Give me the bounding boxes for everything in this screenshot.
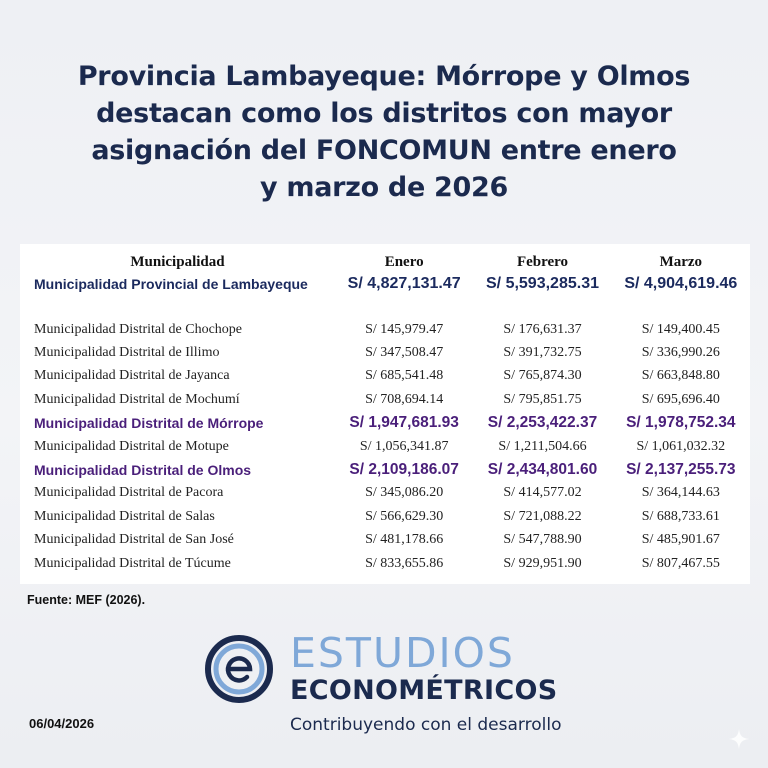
brand-tagline: Contribuyendo con el desarrollo	[290, 715, 562, 735]
provincial-row	[20, 272, 750, 296]
spacer-row	[20, 296, 750, 318]
district-enero-value: S/ 566,629.30	[365, 508, 444, 524]
district-marzo-value: S/ 364,144.63	[641, 485, 720, 501]
district-enero-value: S/ 1,056,341.87	[359, 438, 449, 454]
district-febrero-value: S/ 547,788.90	[503, 532, 582, 548]
header-enero: Enero	[384, 253, 424, 270]
table-row	[20, 412, 750, 435]
table-row	[20, 458, 750, 481]
district-enero-value: S/ 1,947,681.93	[349, 414, 459, 432]
district-febrero-value: S/ 391,732.75	[503, 345, 582, 361]
district-febrero-value: S/ 1,211,504.66	[498, 438, 587, 454]
foncomun-table	[20, 252, 750, 575]
title-line: y marzo de 2026	[259, 172, 509, 203]
district-marzo-value: S/ 336,990.26	[641, 345, 720, 361]
publication-date: 06/04/2026	[29, 716, 95, 731]
district-enero-value: S/ 347,508.47	[365, 345, 444, 361]
district-name: Municipalidad Distrital de Olmos	[34, 462, 252, 479]
district-enero-value: S/ 2,109,186.07	[349, 461, 459, 479]
district-marzo-value: S/ 1,061,032.32	[636, 438, 726, 454]
district-name: Municipalidad Distrital de Chochope	[34, 321, 243, 337]
district-febrero-value: S/ 176,631.37	[503, 321, 582, 337]
sparkle-icon	[728, 728, 750, 750]
header-febrero: Febrero	[516, 253, 569, 270]
district-enero-value: S/ 481,178.66	[365, 532, 444, 548]
table-row	[20, 365, 750, 388]
table-header-row	[20, 252, 750, 272]
title-line: destacan como los distritos con mayor	[96, 98, 672, 129]
brand-line2: ECONOMÉTRICOS	[290, 675, 558, 706]
district-febrero-value: S/ 929,951.90	[503, 555, 582, 571]
provincial-name: Municipalidad Provincial de Lambayeque	[34, 276, 308, 292]
district-febrero-value: S/ 795,851.75	[503, 391, 582, 407]
district-name: Municipalidad Distrital de Jayanca	[34, 368, 230, 384]
district-febrero-value: S/ 721,088.22	[503, 508, 582, 524]
source-note: Fuente: MEF (2026).	[27, 593, 146, 607]
district-name: Municipalidad Distrital de Túcume	[34, 555, 231, 571]
district-enero-value: S/ 145,979.47	[365, 321, 444, 337]
header-marzo: Marzo	[659, 253, 703, 270]
district-enero-value: S/ 708,694.14	[365, 391, 444, 407]
district-enero-value: S/ 345,086.20	[365, 485, 444, 501]
district-marzo-value: S/ 2,137,255.73	[626, 461, 736, 479]
district-name: Municipalidad Distrital de Illimo	[34, 345, 220, 361]
table-row	[20, 482, 750, 505]
table-card	[20, 244, 750, 584]
provincial-marzo: S/ 4,904,619.46	[624, 275, 738, 292]
district-enero-value: S/ 833,655.86	[365, 555, 444, 571]
page-title	[40, 58, 728, 206]
district-febrero-value: S/ 2,434,801.60	[487, 461, 598, 479]
table-row	[20, 552, 750, 575]
table-row	[20, 529, 750, 552]
district-name: Municipalidad Distrital de Motupe	[34, 438, 229, 454]
table-row	[20, 341, 750, 364]
header-municipalidad: Municipalidad	[130, 253, 225, 270]
title-line: asignación del FONCOMUN entre enero	[91, 135, 677, 166]
provincial-febrero: S/ 5,593,285.31	[486, 275, 599, 292]
district-marzo-value: S/ 688,733.61	[641, 508, 720, 524]
title-line: Provincia Lambayeque: Mórrope y Olmos	[77, 61, 691, 92]
district-name: Municipalidad Distrital de Salas	[34, 508, 215, 524]
district-marzo-value: S/ 485,901.67	[641, 532, 720, 548]
district-febrero-value: S/ 765,874.30	[503, 368, 582, 384]
district-name: Municipalidad Distrital de San José	[34, 532, 234, 548]
brand-line1: ESTUDIOS	[290, 629, 515, 677]
district-name: Municipalidad Distrital de Pacora	[34, 485, 224, 501]
table-row	[20, 318, 750, 341]
district-febrero-value: S/ 414,577.02	[503, 485, 582, 501]
district-enero-value: S/ 685,541.48	[365, 368, 444, 384]
table-row	[20, 505, 750, 528]
district-name: Municipalidad Distrital de Mórrope	[34, 415, 264, 432]
table-row	[20, 435, 750, 458]
district-marzo-value: S/ 807,467.55	[641, 555, 720, 571]
district-marzo-value: S/ 149,400.45	[641, 321, 720, 337]
table-row	[20, 388, 750, 411]
district-febrero-value: S/ 2,253,422.37	[487, 414, 598, 432]
e-circle-logo-icon	[204, 634, 274, 704]
district-marzo-value: S/ 663,848.80	[641, 368, 720, 384]
district-name: Municipalidad Distrital de Mochumí	[34, 391, 240, 407]
district-marzo-value: S/ 695,696.40	[641, 391, 720, 407]
district-marzo-value: S/ 1,978,752.34	[626, 414, 736, 432]
provincial-enero: S/ 4,827,131.47	[347, 275, 461, 292]
